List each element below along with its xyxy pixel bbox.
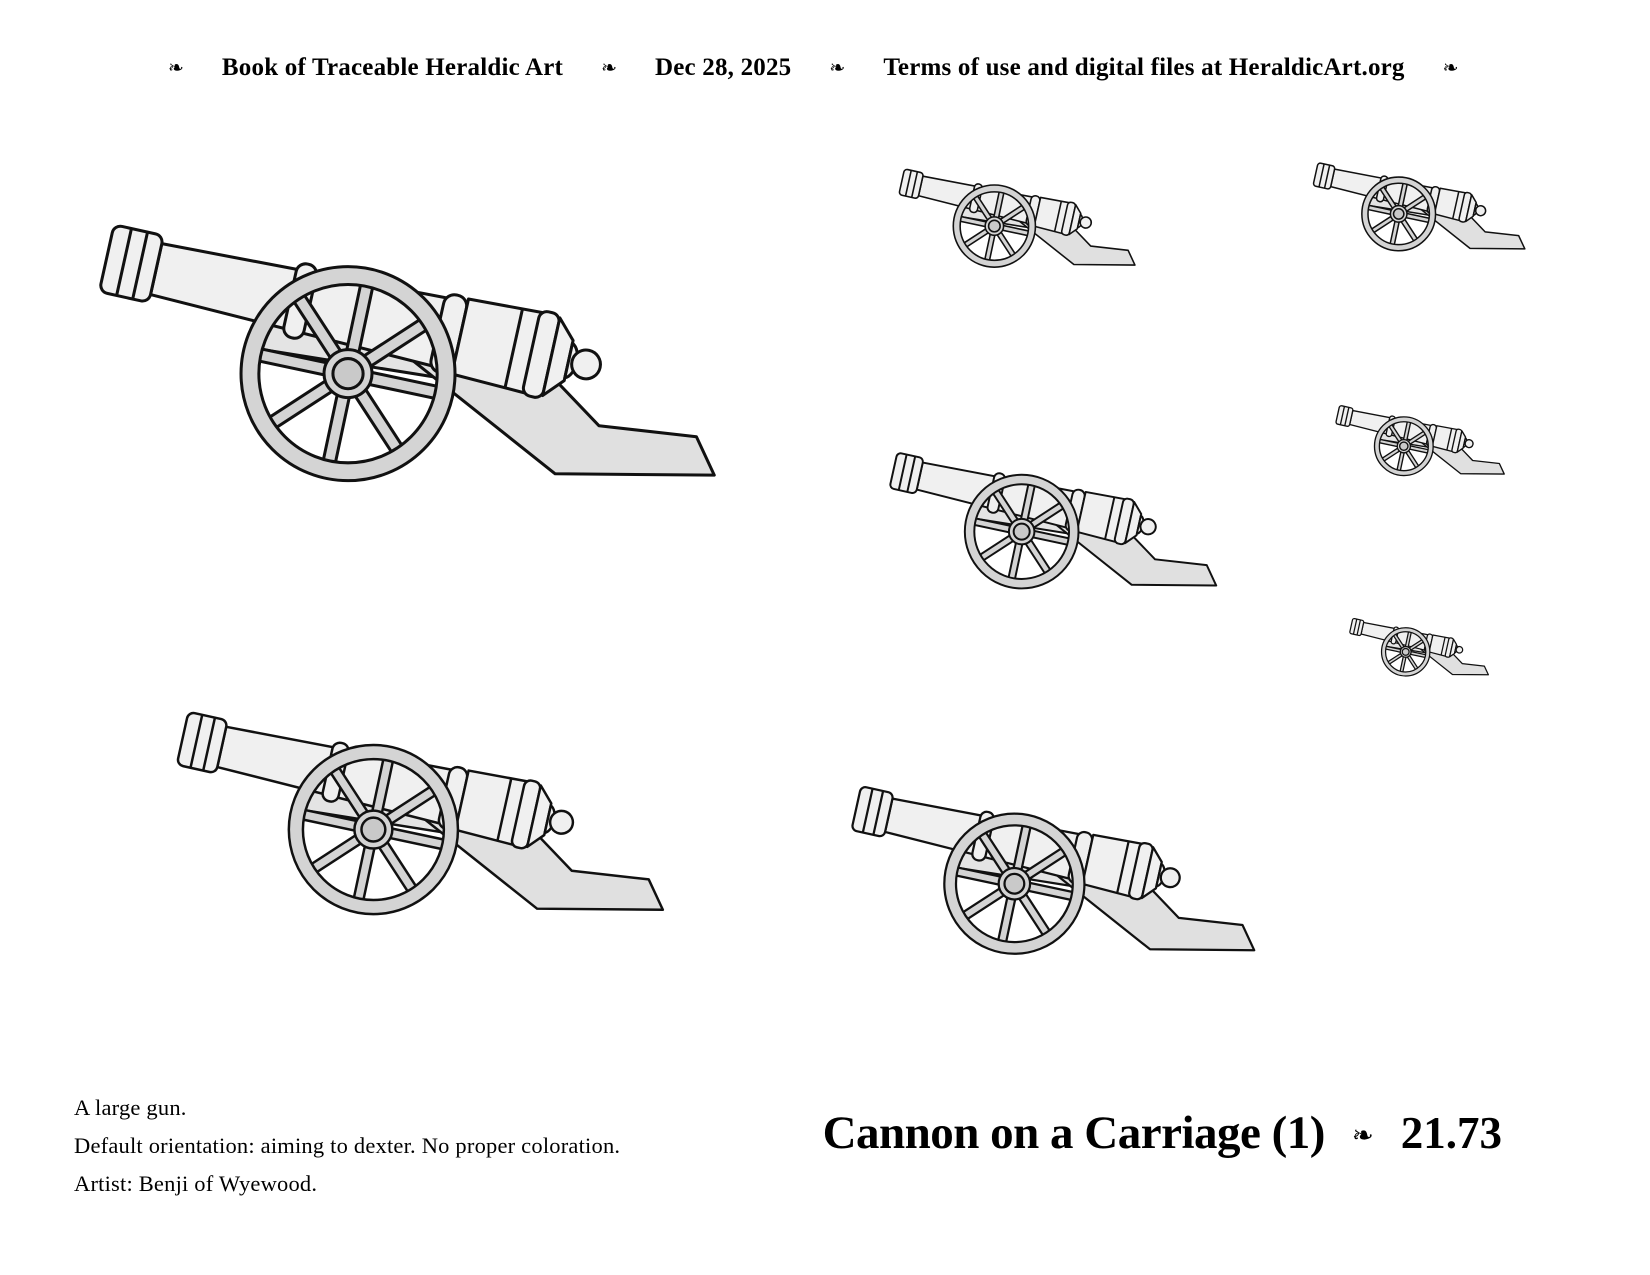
cannon-illustration	[175, 708, 665, 924]
cannon-illustration	[1312, 161, 1526, 255]
title-block	[823, 1106, 1502, 1160]
page-title: Cannon on a Carriage (1)	[822, 1107, 1325, 1159]
fleuron-ornament-icon: ❧	[168, 56, 184, 79]
fleuron-ornament-icon: ❧	[601, 56, 617, 79]
cannon-illustration	[1349, 617, 1489, 679]
catalog-number: 21.73	[1400, 1108, 1502, 1158]
cannon-illustration	[888, 450, 1218, 595]
description-line: Default orientation: aiming to dexter. No proper coloration.	[74, 1133, 621, 1158]
cannon-illustration	[898, 167, 1136, 272]
charge-description	[74, 1089, 620, 1203]
artist-credit: Artist: Benji of Wyewood.	[74, 1171, 318, 1196]
description-line: A large gun.	[74, 1095, 187, 1120]
fleuron-ornament-icon: ❧	[1351, 1121, 1374, 1151]
terms-note: Terms of use and digital files at HeraldicArt.org	[883, 54, 1405, 81]
cannon-illustration	[1335, 404, 1505, 479]
fleuron-ornament-icon: ❧	[1442, 56, 1459, 79]
fleuron-ornament-icon: ❧	[829, 56, 846, 79]
book-title: Book of Traceable Heraldic Art	[221, 54, 564, 81]
cannon-illustration	[97, 220, 717, 493]
cannon-illustration	[850, 783, 1256, 962]
edition-date: Dec 28, 2025	[654, 54, 792, 81]
